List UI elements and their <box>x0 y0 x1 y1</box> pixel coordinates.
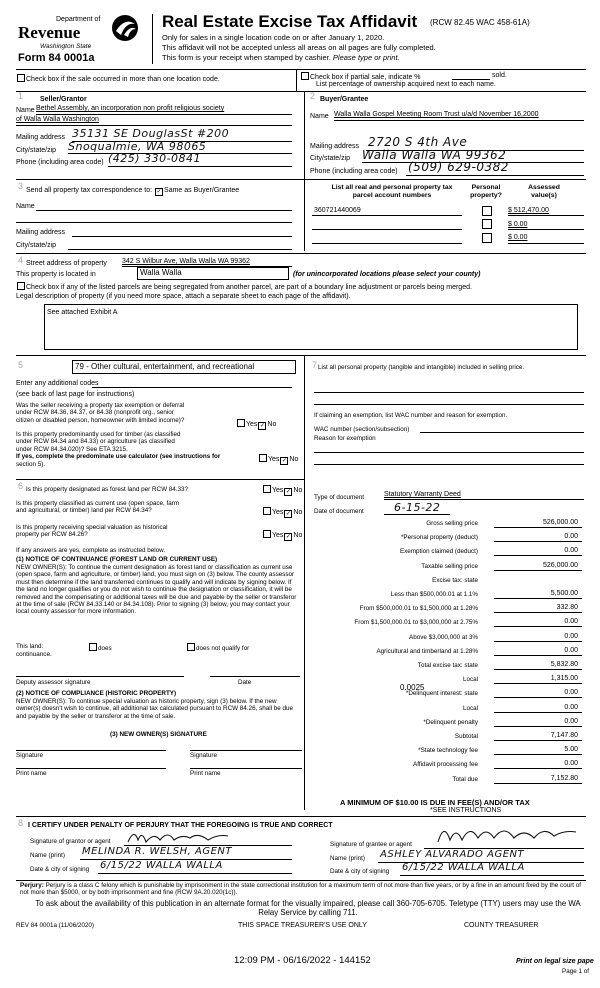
top-divider <box>296 70 297 92</box>
buyer-name-label: Name <box>310 113 329 120</box>
rule <box>16 355 586 356</box>
perjury-text: Perjury is a class C felony which is punishable by imprisonment in the state correctional institution for a maximum term of not more than five years, or by a fine in an amount fixed by the court of not more than $5000, or by both imprisonment and fine (RCW 9A.20.020(1c)). <box>20 882 582 897</box>
tax-row-label: From $500,000.01 to $1,500,000 at 1.28% <box>359 605 478 613</box>
s5-q1b: under RCW 84.36, 84.37, or 84.38 (nonprofit org., senior <box>16 409 174 417</box>
segregated-label: Check box if any of the listed parcels are being segregated from another parcel, are part of a boundary line adjustment or parcels being merged. <box>26 284 472 291</box>
tax-row-label: Subtotal <box>454 733 478 740</box>
local-rate-value: 0.0025 <box>400 683 425 692</box>
parcel-value-2: $ 0.00 <box>508 221 528 228</box>
s5-q2-no-checkbox[interactable]: ✓ <box>281 458 287 464</box>
section-7-number: 7 <box>312 360 318 370</box>
yes-label: Yes <box>272 532 284 539</box>
corr-city-label: City/state/zip <box>16 242 57 249</box>
tax-row-line[interactable] <box>494 626 582 627</box>
perjury-label: Perjury: <box>20 882 44 889</box>
section-1-number: 1 <box>18 91 24 101</box>
notice-1-heading: (1) NOTICE OF CONTINUANCE (FOREST LAND OR CURRENT USE) <box>16 556 218 563</box>
notice-2-heading: (2) NOTICE OF COMPLIANCE (HISTORIC PROPERTY) <box>16 690 177 697</box>
s5-q2d: If yes, complete the predominate use calculator (see instructions for <box>16 453 221 461</box>
parcels-header-1 <box>320 184 464 200</box>
buyer-name-line[interactable] <box>334 120 584 121</box>
tax-row-value: 7,152.80 <box>550 774 578 782</box>
no-label: No <box>293 532 303 539</box>
partial-sale-checkbox[interactable] <box>301 72 309 80</box>
s7-label: List all personal property (tangible and intangible) included in selling price. <box>318 364 525 371</box>
street-label: Street address of property <box>26 260 107 267</box>
seller-mail-value: 35131 SE DouglasSt #200 <box>72 127 230 140</box>
seller-mail-label: Mailing address <box>16 134 66 141</box>
this-land-label: This land: <box>16 643 44 650</box>
header-line3b: Please type or print. <box>332 53 400 62</box>
correspondence-label: Send all property tax correspondence to: <box>26 187 153 194</box>
notice-2-body: NEW OWNER(S): To continue special valuation as historic property, sign (3) below. If the new owner(s) doesn't wish to continue, all additional tax calculated pursuant to RCW 84.26, shall be due and payable by the seller or transferor at the time of sale. <box>16 698 294 720</box>
parcels-h1b: parcel account numbers <box>352 192 432 199</box>
parcel-acct-1: 360721440069 <box>314 207 361 214</box>
rule <box>16 816 586 817</box>
s5-q2 <box>16 431 220 468</box>
seller-name-value: Bethel Assembly, an incorporation non profit religious society <box>36 105 225 112</box>
rule <box>16 479 304 480</box>
dept-label: Department of <box>56 16 101 23</box>
rule <box>16 253 586 254</box>
county-treasurer: COUNTY TREASURER <box>464 922 539 929</box>
street-value: 342 S Wilbur Ave, Walla Walla WA 99362 <box>122 258 250 265</box>
s5-q1a: Was the seller receiving a property tax exemption or deferral <box>16 402 185 409</box>
grantee-name-label: Name (print) <box>330 855 365 862</box>
tax-row-line[interactable] <box>494 754 582 755</box>
s5-q2-yes-checkbox[interactable] <box>259 454 267 462</box>
rule <box>16 91 586 92</box>
tax-row-label: Taxable selling price <box>421 562 478 570</box>
personal-property-checkbox-1[interactable] <box>482 206 492 216</box>
same-as-buyer-label: Same as Buyer/Grantee <box>164 187 240 194</box>
s6-q1-yes-checkbox[interactable] <box>263 485 271 493</box>
s6-q3-yes-checkbox[interactable] <box>263 530 271 538</box>
tax-row-label: Affidavit processing fee <box>413 761 478 769</box>
multi-location-label: Check box if the sale occurred in more than one location code. <box>26 76 220 83</box>
tax-row-line[interactable] <box>494 555 582 556</box>
personal-property-line-2[interactable] <box>314 404 584 405</box>
corr-name-label: Name <box>16 203 35 210</box>
seller-phone-label: Phone (including area code) <box>16 159 104 166</box>
addl-codes-label: Enter any additional codes <box>16 380 99 387</box>
reason-line-2[interactable] <box>314 464 584 465</box>
s6-q2b: and agricultural, or timber) land per RCW 84.34? <box>16 507 152 515</box>
rule <box>16 880 586 881</box>
parcels-h2: Personal <box>471 184 501 191</box>
tax-row-value: 0.00 <box>564 689 578 697</box>
deputy-signature-line[interactable] <box>16 676 184 677</box>
s6-q3-no-checkbox[interactable]: ✓ <box>285 534 291 540</box>
buyer-name-value: Walla Walla Gospel Meeting Room Trust u/a/d November 16,2000 <box>334 111 539 118</box>
no-label: No <box>293 509 303 516</box>
tax-row-label: *Delinquent penalty <box>423 718 478 726</box>
tax-row-value: 0.00 <box>564 632 578 640</box>
s5-q1-no-checkbox[interactable]: ✓ <box>259 423 265 429</box>
reason-line-1[interactable] <box>314 452 584 453</box>
tax-row-line[interactable] <box>494 641 582 642</box>
tax-row-value: 0.00 <box>564 646 578 654</box>
doc-type-value: Statutory Warranty Deed <box>384 491 461 498</box>
tax-row-value: 526,000.00 <box>542 519 578 526</box>
seller-phone-value: (425) 330-0841 <box>108 152 202 165</box>
tax-row-label: Gross selling price <box>426 520 478 527</box>
parcels-h2b: property? <box>470 192 502 199</box>
s5-q1-yes-checkbox[interactable] <box>237 419 245 427</box>
no-label: No <box>293 487 303 494</box>
header-line1: Only for sales in a single location code on or after January 1, 2020. <box>162 33 385 42</box>
minimum-due: A MINIMUM OF $10.00 IS DUE IN FEE(S) AND/OR TAX <box>340 798 530 807</box>
signature-label-1: Signature <box>16 752 43 759</box>
tax-row-label: Agricultural and timberland at 1.28% <box>376 647 478 655</box>
corr-city-line[interactable] <box>68 249 292 250</box>
form-title: Real Estate Excise Tax Affidavit <box>162 12 418 31</box>
grantor-name-label: Name (print) <box>30 852 65 859</box>
tax-row-line[interactable] <box>494 612 582 613</box>
seller-city-label: City/state/zip <box>16 147 57 154</box>
tax-row-line[interactable] <box>494 712 582 713</box>
buyer-city-label: City/state/zip <box>310 155 351 162</box>
legal-value: See attached Exhibit A <box>47 309 118 316</box>
cashier-stamp: 12:09 PM - 06/16/2022 - 144152 <box>234 955 371 966</box>
doc-date-label: Date of document <box>314 508 364 515</box>
buyer-heading: Buyer/Grantee <box>320 96 369 103</box>
grantee-date-line[interactable] <box>400 875 584 876</box>
tax-row-value: 0.00 <box>564 533 578 541</box>
s6-q1-text: Is this property designated as forest land per RCW 84.33? <box>26 486 189 493</box>
buyer-mail-label: Mailing address <box>310 143 360 150</box>
tax-row-label: Total excise tax: state <box>417 662 478 669</box>
section-3-number: 3 <box>18 181 24 191</box>
parcel-acct-line-1[interactable] <box>312 215 462 216</box>
tax-row-value: 0.00 <box>564 618 578 626</box>
list-pct-label: List percentage of ownership acquired next to each name. <box>316 81 496 88</box>
does-not-checkbox[interactable] <box>187 643 195 651</box>
tax-row-label: Local <box>462 676 478 684</box>
reason-label: Reason for exemption <box>314 435 376 442</box>
parcel-value-1: $ 512,470.00 <box>508 207 549 214</box>
tax-row-value: 526,000.00 <box>542 561 578 569</box>
multi-location-checkbox[interactable] <box>17 74 25 82</box>
continuance-label: continuance. <box>16 651 52 658</box>
does-label: does <box>98 645 112 652</box>
see-back-label: (see back of last page for instructions) <box>16 391 135 398</box>
doc-type-label: Type of document <box>314 494 365 501</box>
parcel-value-line-1 <box>508 215 584 216</box>
sig-grantor-label: Signature of grantor or agent <box>30 838 111 845</box>
seller-heading: Seller/Grantor <box>40 96 87 103</box>
seller-name-value2: of Walla Walla Washington <box>16 116 99 123</box>
wac-line[interactable] <box>420 432 584 433</box>
print-name-line-1[interactable] <box>16 768 166 769</box>
buyer-phone-value: (509) 629-0382 <box>408 160 509 174</box>
tax-row-value: 0.00 <box>564 717 578 725</box>
s5-q2b: under RCW 84.34 and 84.33) or agriculture (as classified <box>16 438 175 446</box>
tax-row-line[interactable] <box>494 655 582 656</box>
tax-row-line[interactable] <box>494 783 582 784</box>
yes-label: Yes <box>246 421 258 428</box>
treasurer-only: THIS SPACE TREASURER'S USE ONLY <box>238 922 367 929</box>
does-checkbox[interactable] <box>89 643 97 651</box>
tax-row-label: *Delinquent interest: state <box>405 690 478 698</box>
county-note: (for unincorporated locations please select your county) <box>293 271 481 278</box>
tax-row-line[interactable] <box>494 683 582 684</box>
rule <box>16 69 586 70</box>
tax-row-label: From $1,500,000.01 to $3,000,000 at 2.75% <box>354 619 478 627</box>
section-5-number: 5 <box>18 360 24 370</box>
parcel-acct-line-3[interactable] <box>312 243 462 244</box>
tax-row-label: Above $3,000,000 at 3% <box>409 633 478 641</box>
deputy-label: Deputy assessor signature <box>16 679 91 686</box>
print-name-label-2: Print name <box>190 770 221 777</box>
s6-q2 <box>16 500 179 515</box>
does-not-label: does not qualify for <box>196 645 250 652</box>
section-8-number: 8 <box>18 818 24 828</box>
yes-label: Yes <box>268 456 280 463</box>
buyer-phone-label: Phone (including area code) <box>310 168 398 175</box>
rule <box>16 179 586 180</box>
deputy-date-label: Date <box>238 679 252 686</box>
doc-type-line[interactable] <box>384 499 584 500</box>
segregated-checkbox[interactable] <box>17 282 25 290</box>
seller-city-value: Snoqualmie, WA 98065 <box>68 140 207 153</box>
revenue-logo-icon <box>108 13 142 43</box>
parcels-h1: List all real and personal property tax <box>331 184 453 191</box>
legal-size-note: Print on legal size pape <box>516 958 594 965</box>
tax-row-label: Excise tax: state <box>432 576 478 584</box>
personal-property-line-1[interactable] <box>314 392 584 393</box>
sig-grantee-label: Signature of grantee or agent <box>330 841 412 848</box>
s5-q2a: Is this property predominantly used for timber (as classified <box>16 431 181 438</box>
exempt-label: If claiming an exemption, list WAC number and reason for exemption. <box>314 412 508 419</box>
yes-label: Yes <box>272 487 284 494</box>
tax-row-label: Exemption claimed (deduct) <box>399 548 478 556</box>
same-as-buyer-checkbox[interactable]: ✓ <box>156 189 162 195</box>
tax-row-value: 7,147.80 <box>550 732 578 739</box>
parcels-header-2 <box>466 184 506 200</box>
no-label: No <box>289 456 299 463</box>
s6-q1-no-checkbox[interactable]: ✓ <box>285 489 291 495</box>
legal-description-box[interactable] <box>44 304 578 350</box>
s6-q3 <box>16 524 168 539</box>
seller-name-line2 <box>16 125 292 126</box>
buyer-city-value: Walla Walla WA 99362 <box>362 148 507 162</box>
partial-sale-label: Check box if partial sale, indicate % <box>310 74 421 81</box>
rcw-reference: (RCW 82.45 WAC 458-61A) <box>430 18 530 27</box>
no-label: No <box>267 421 277 428</box>
notice-3-heading: (3) NEW OWNER(S) SIGNATURE <box>110 731 207 738</box>
tax-row-label: Total due <box>452 775 478 783</box>
grantee-signature <box>432 820 582 848</box>
grantor-date-line[interactable] <box>98 873 292 874</box>
section-divider <box>304 91 305 251</box>
new-owner-signature-line-1[interactable] <box>16 750 166 751</box>
seller-phone-line[interactable] <box>108 166 292 167</box>
grantee-date-value: 6/15/22 WALLA WALLA <box>402 862 525 873</box>
parcel-value-line-2 <box>508 229 584 230</box>
tax-row-label: Less than $500,000.01 at 1.1% <box>390 591 478 598</box>
tax-row-line[interactable] <box>494 527 582 528</box>
signature-label-2: Signature <box>190 752 217 759</box>
section-4-number: 4 <box>18 255 24 265</box>
tax-row-line[interactable] <box>494 697 582 698</box>
grantor-date-label: Date & city of signing <box>30 866 90 873</box>
corr-name-line2[interactable] <box>16 222 292 223</box>
certify-text: I CERTIFY UNDER PENALTY OF PERJURY THAT THE FOREGOING IS TRUE AND CORRECT <box>28 822 333 829</box>
tax-row-line[interactable] <box>494 726 582 727</box>
print-name-label-1: Print name <box>16 770 47 777</box>
notice-1-body: NEW OWNER(S): To continue the current designation as forest land or classification as current use (open space, farm and agriculture, or timber) land, you must sign on (3) below. The county assessor must then determine if the land transferred continues to qualify and will indicate by signing below. If the land no longer qualifies or you do not wish to continue the designation or classification, it will be removed and the compensating or additional taxes will be due and payable by the seller or transferor at the time of sale (RCW 84.33.140 or 84.34.108). Prior to signing (3) below, you may contact your local county assessor for more information. <box>16 564 297 616</box>
tax-row-label: Local <box>462 704 478 712</box>
rev-label: REV 84 0001a (11/06/2020) <box>16 922 94 929</box>
seller-name-label: Name <box>16 107 35 114</box>
corr-name-line[interactable] <box>36 210 292 211</box>
s6-q2-yes-checkbox[interactable] <box>263 507 271 515</box>
tax-row-value: 0.00 <box>564 760 578 768</box>
tax-row-value: 0.00 <box>564 547 578 555</box>
corr-mail-label: Mailing address <box>16 229 66 236</box>
header-divider <box>152 14 153 64</box>
header-line3: This form is your receipt when stamped by cashier. <box>162 53 331 62</box>
tax-row-value: 0.00 <box>564 703 578 711</box>
addl-codes-line[interactable] <box>92 387 292 388</box>
parcel-value-line-3 <box>508 243 584 244</box>
s6-if-yes: If any answers are yes, complete as instructed below. <box>16 547 166 554</box>
parcel-acct-line-2[interactable] <box>312 229 462 230</box>
parcel-value-3: $ 0.00 <box>508 234 528 241</box>
grantor-date-value: 6/15/22 WALLA WALLA <box>100 860 223 871</box>
tax-row-line[interactable] <box>494 570 582 571</box>
yes-label: Yes <box>272 509 284 516</box>
tax-row-line[interactable] <box>494 740 582 741</box>
section-6-number: 6 <box>18 481 24 491</box>
parcels-h3b: value(s) <box>531 192 557 199</box>
tax-row-line[interactable] <box>494 669 582 670</box>
grantor-name-value: MELINDA R. WELSH, AGENT <box>82 846 232 857</box>
land-use-code-value: 79 - Other cultural, entertainment, and recreational <box>75 362 255 371</box>
tax-row-value: 5,832.80 <box>550 661 578 668</box>
section-2-number: 2 <box>310 91 316 101</box>
corr-mail-line[interactable] <box>72 236 292 237</box>
partial-pct-line[interactable] <box>452 79 490 80</box>
doc-date-line[interactable] <box>384 514 450 515</box>
legal-label: Legal description of property (if you need more space, attach a separate sheet to each page of the affidavit). <box>16 293 351 300</box>
grantee-date-label: Date & city of signing <box>330 868 390 875</box>
buyer-mail-value: 2720 S 4th Ave <box>368 135 468 149</box>
doc-date-value: 6-15-22 <box>394 501 441 514</box>
tax-row-line[interactable] <box>494 598 582 599</box>
tax-row-value: 332.80 <box>556 604 578 612</box>
tax-row-label: *State technology fee <box>418 747 478 755</box>
s5-q2e: section 5). <box>16 460 46 468</box>
county-value: Walla Walla <box>140 268 182 277</box>
revenue-logo-text: Revenue <box>18 23 81 42</box>
personal-property-checkbox-3[interactable] <box>482 233 492 243</box>
s5-q1 <box>16 402 184 424</box>
header-line2: This affidavit will not be accepted unless all areas on all pages are fully completed. <box>162 43 436 52</box>
buyer-phone-line[interactable] <box>406 175 584 176</box>
s5-q2c: under RCW 84.34.020)? See ETA 3215. <box>16 445 128 453</box>
tax-row-value: 5,500.00 <box>550 590 578 597</box>
form-number: Form 84 0001a <box>18 52 95 64</box>
located-label: This property is located in <box>16 271 96 278</box>
s6-q3b: property per RCW 84.26? <box>16 531 88 539</box>
s6-q2a: Is this property classified as current use (open space, farm <box>16 500 180 507</box>
grantee-name-value: ASHLEY ALVARADO AGENT <box>380 849 525 860</box>
sold-label: sold. <box>492 72 507 79</box>
personal-property-checkbox-2[interactable] <box>482 219 492 229</box>
see-instructions: *SEE INSTRUCTIONS <box>430 807 502 814</box>
s5-q1c: citizen or disabled person, homeowner with limited income)? <box>16 416 185 424</box>
parcels-h3: Assessed <box>528 184 560 191</box>
state-label: Washington State <box>40 43 92 50</box>
s6-q2-no-checkbox[interactable]: ✓ <box>285 511 291 517</box>
alt-format-text: To ask about the availability of this publication in an alternate format for the visually impaired, please call 360-705-6705. Teletype (TTY) users may use the WA Relay Service by calling 711. <box>35 899 581 917</box>
wac-label: WAC number (section/subsection) <box>314 426 410 433</box>
tax-row-label: *Personal property (deduct) <box>400 534 478 542</box>
tax-row-value: 5.00 <box>564 746 578 754</box>
seller-name-line[interactable] <box>36 114 292 115</box>
s6-q3a: Is this property receiving special valuation as historical <box>16 524 168 531</box>
page-indicator: Page 1 of <box>562 968 589 975</box>
tax-row-value: 1,315.00 <box>550 675 578 683</box>
parcels-header-3 <box>512 184 576 200</box>
tax-row-line[interactable] <box>494 541 582 542</box>
tax-row-line[interactable] <box>494 768 582 769</box>
